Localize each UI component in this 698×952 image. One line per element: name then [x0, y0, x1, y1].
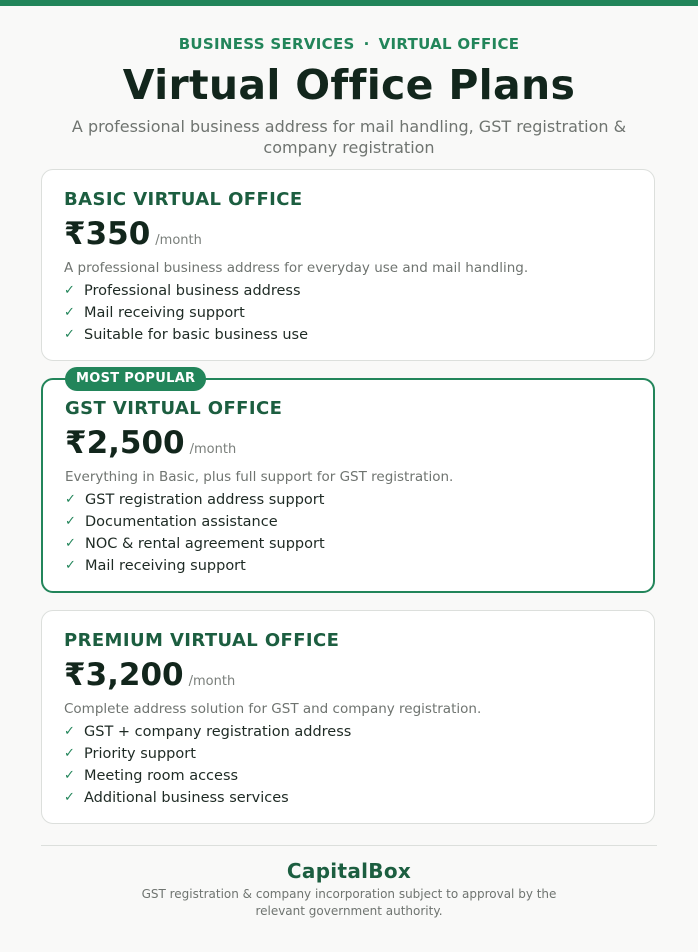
feature-item [64, 787, 632, 809]
check-icon: ✓ [65, 514, 76, 529]
feature-text: Additional business services [84, 790, 289, 806]
most-popular-badge: MOST POPULAR [65, 367, 206, 391]
feature-text: Mail receiving support [84, 305, 245, 321]
feature-item [64, 765, 632, 787]
feature-item [64, 721, 632, 743]
plan-price: ₹350 [64, 216, 151, 252]
plan-name: BASIC VIRTUAL OFFICE [64, 189, 303, 210]
feature-text: Suitable for basic business use [84, 327, 309, 343]
check-icon: ✓ [64, 746, 75, 761]
plan-price: ₹3,200 [64, 657, 184, 693]
feature-text: Mail receiving support [85, 558, 246, 574]
check-icon: ✓ [64, 768, 75, 783]
feature-item [64, 280, 632, 302]
price-period: /month [189, 442, 237, 457]
price-row [64, 657, 632, 695]
plan-card-premium[interactable] [41, 610, 655, 824]
feature-item [65, 555, 631, 577]
top-accent-bar [0, 0, 698, 6]
eyebrow-subcategory: VIRTUAL OFFICE [378, 35, 520, 53]
price-period: /month [155, 233, 202, 248]
check-icon: ✓ [64, 327, 75, 342]
feature-text: Documentation assistance [85, 514, 278, 530]
eyebrow [0, 35, 698, 53]
feature-text: Professional business address [84, 283, 301, 299]
check-icon: ✓ [65, 492, 76, 507]
feature-item [64, 743, 632, 765]
plan-price: ₹2,500 [65, 425, 185, 461]
feature-item [65, 533, 631, 555]
feature-text: NOC & rental agreement support [85, 536, 325, 552]
check-icon: ✓ [64, 724, 75, 739]
plan-name: GST VIRTUAL OFFICE [65, 398, 283, 419]
feature-text: GST + company registration address [84, 724, 352, 740]
price-period: /month [188, 674, 236, 689]
page-title: Virtual Office Plans [122, 61, 576, 109]
plan-description: A professional business address for everyday use and mail handling. [64, 260, 529, 276]
eyebrow-category: BUSINESS SERVICES [178, 35, 355, 53]
plan-card-basic[interactable] [41, 169, 655, 361]
check-icon: ✓ [64, 790, 75, 805]
footer-divider [41, 845, 657, 846]
page-subtitle: A professional business address for mail handling, GST registration & company registration [71, 117, 627, 157]
check-icon: ✓ [65, 558, 76, 573]
check-icon: ✓ [65, 536, 76, 551]
feature-item [65, 511, 631, 533]
feature-list [65, 489, 631, 577]
footer-note: GST registration & company incorporation subject to approval by the relevant government authority. [141, 887, 557, 918]
feature-text: GST registration address support [85, 492, 325, 508]
feature-text: Priority support [84, 746, 196, 762]
feature-list [64, 280, 632, 346]
plan-card-gst[interactable] [41, 371, 655, 593]
price-row [64, 216, 632, 254]
feature-list [64, 721, 632, 809]
plan-description: Everything in Basic, plus full support for GST registration. [65, 469, 454, 485]
feature-item [65, 489, 631, 511]
eyebrow-separator: · [363, 35, 370, 53]
check-icon: ✓ [64, 305, 75, 320]
feature-text: Meeting room access [84, 768, 239, 784]
brand-name: CapitalBox [286, 859, 412, 883]
price-row [65, 425, 631, 463]
check-icon: ✓ [64, 283, 75, 298]
plan-description: Complete address solution for GST and company registration. [64, 701, 482, 717]
feature-item [64, 324, 632, 346]
plan-name: PREMIUM VIRTUAL OFFICE [64, 630, 340, 651]
feature-item [64, 302, 632, 324]
